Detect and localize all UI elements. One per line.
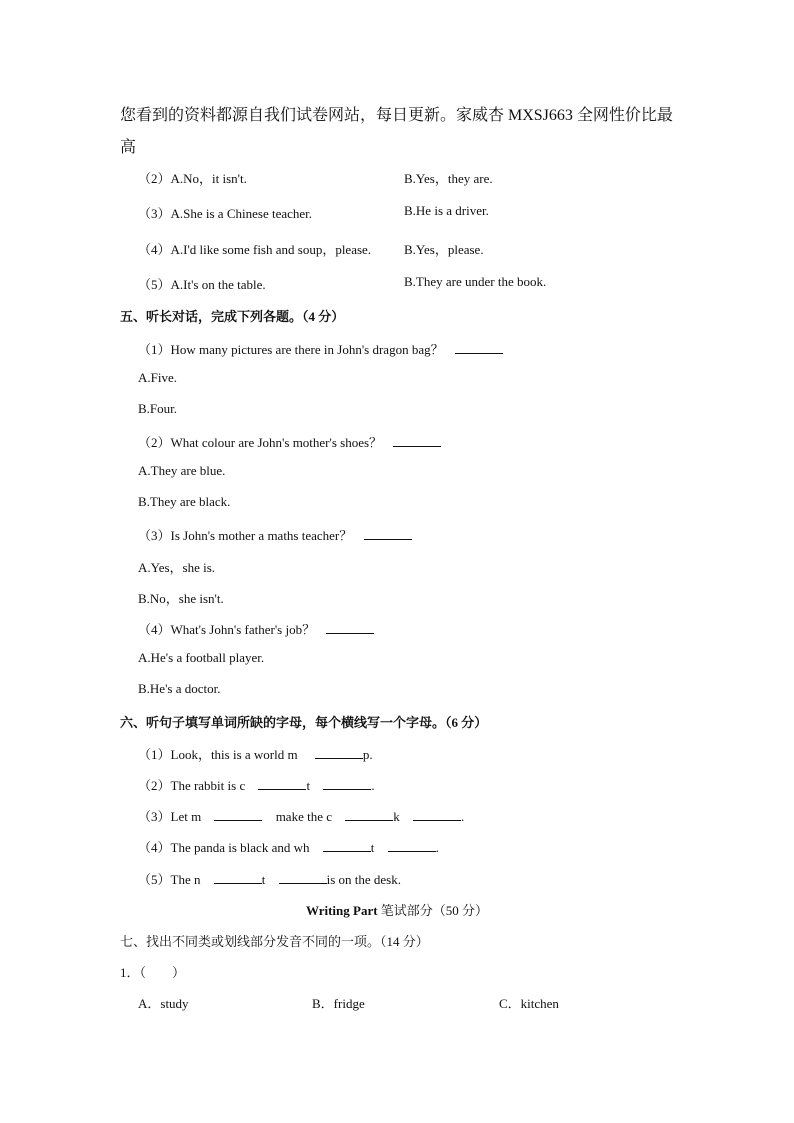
- s7-q1-option-b: B．fridge: [312, 996, 365, 1011]
- p4-item-2-a: （2）A.No，it isn't.: [138, 171, 247, 186]
- s6-s1-post: p.: [362, 747, 373, 762]
- s5-question-1: [138, 339, 503, 358]
- s6-sentence-1: [138, 744, 373, 763]
- s5-q4-option-a: A.He's a football player.: [138, 650, 265, 665]
- p4-item-5-b: B.They are under the book.: [404, 274, 547, 289]
- p4-item-2-b: B.Yes，they are.: [404, 171, 493, 186]
- header-notice: [120, 100, 680, 164]
- p4-item-4-a: （4）A.I'd like some fish and soup，please.: [138, 242, 372, 257]
- section-7-title: 七、找出不同类或划线部分发音不同的一项。（14 分）: [120, 934, 429, 949]
- writing-title-cn: 笔试部分（50 分）: [377, 903, 489, 918]
- s7-q1-option-a: A．study: [138, 996, 189, 1011]
- s6-sentence-5: [138, 869, 401, 888]
- s5-q2-text: （2）What colour are John's mother's shoes？: [138, 435, 383, 450]
- answer-blank[interactable]: [393, 434, 441, 447]
- p4-item-5-a: （5）A.It's on the table.: [138, 277, 266, 292]
- letter-blank[interactable]: [214, 871, 262, 884]
- header-line-2: 高: [120, 139, 137, 156]
- s6-s2-mid: t: [306, 778, 311, 793]
- letter-blank[interactable]: [323, 777, 371, 790]
- letter-blank[interactable]: [345, 808, 393, 821]
- answer-blank[interactable]: [326, 621, 374, 634]
- s6-s5-pre: （5）The n: [138, 872, 201, 887]
- letter-blank[interactable]: [388, 839, 436, 852]
- writing-part-title: [0, 900, 794, 919]
- s6-s3-post: .: [461, 809, 465, 824]
- letter-blank[interactable]: [214, 808, 262, 821]
- s6-s4-pre: （4）The panda is black and wh: [138, 840, 310, 855]
- s6-s2-pre: （2）The rabbit is c: [138, 778, 246, 793]
- section-6-title: 六、听句子填写单词所缺的字母，每个横线写一个字母。（6 分）: [120, 715, 488, 730]
- s5-q4-text: （4）What's John's father's job？: [138, 622, 316, 637]
- writing-title-en: Writing Part: [305, 903, 378, 918]
- s5-q1-text: （1）How many pictures are there in John's dragon bag？: [138, 342, 444, 357]
- s5-q3-text: （3）Is John's mother a maths teacher？: [138, 528, 353, 543]
- header-line-1: 您看到的资料都源自我们试卷网站，每日更新。家威杏 MXSJ663 全网性价比最: [120, 107, 673, 124]
- s6-sentence-2: [138, 775, 375, 794]
- s6-s3-pre: （3）Let m: [138, 809, 202, 824]
- s7-q1-option-c: C．kitchen: [499, 996, 559, 1011]
- s5-question-2: [138, 432, 441, 451]
- s6-sentence-3: [138, 806, 464, 825]
- s5-q3-option-b: B.No，she isn't.: [138, 591, 224, 606]
- s6-s4-mid: t: [370, 840, 375, 855]
- s6-sentence-4: [138, 837, 439, 856]
- s5-question-3: [138, 525, 412, 544]
- s6-s3-mid1: make the c: [275, 809, 332, 824]
- s5-q1-option-b: B.Four.: [138, 401, 178, 416]
- p4-item-4-b: B.Yes，please.: [404, 242, 484, 257]
- letter-blank[interactable]: [315, 746, 363, 759]
- s6-s5-post: is on the desk.: [326, 872, 401, 887]
- letter-blank[interactable]: [279, 871, 327, 884]
- s7-question-1: 1．（ ）: [120, 965, 186, 980]
- s5-q3-option-a: A.Yes，she is.: [138, 560, 216, 575]
- s5-q2-option-b: B.They are black.: [138, 494, 231, 509]
- s5-question-4: [138, 619, 374, 638]
- letter-blank[interactable]: [413, 808, 461, 821]
- letter-blank[interactable]: [258, 777, 306, 790]
- s6-s5-mid: t: [261, 872, 266, 887]
- section-5-title: 五、听长对话，完成下列各题。（4 分）: [120, 309, 345, 324]
- answer-blank[interactable]: [455, 341, 503, 354]
- s5-q2-option-a: A.They are blue.: [138, 463, 226, 478]
- p4-item-3-a: （3）A.She is a Chinese teacher.: [138, 206, 313, 221]
- s6-s2-post: .: [371, 778, 375, 793]
- letter-blank[interactable]: [323, 839, 371, 852]
- s6-s3-mid2: k: [393, 809, 400, 824]
- s6-s4-post: .: [435, 840, 439, 855]
- s5-q1-option-a: A.Five.: [138, 370, 177, 385]
- s5-q4-option-b: B.He's a doctor.: [138, 681, 221, 696]
- s6-s1-pre: （1）Look，this is a world m: [138, 747, 298, 762]
- answer-blank[interactable]: [364, 527, 412, 540]
- p4-item-3-b: B.He is a driver.: [404, 203, 489, 218]
